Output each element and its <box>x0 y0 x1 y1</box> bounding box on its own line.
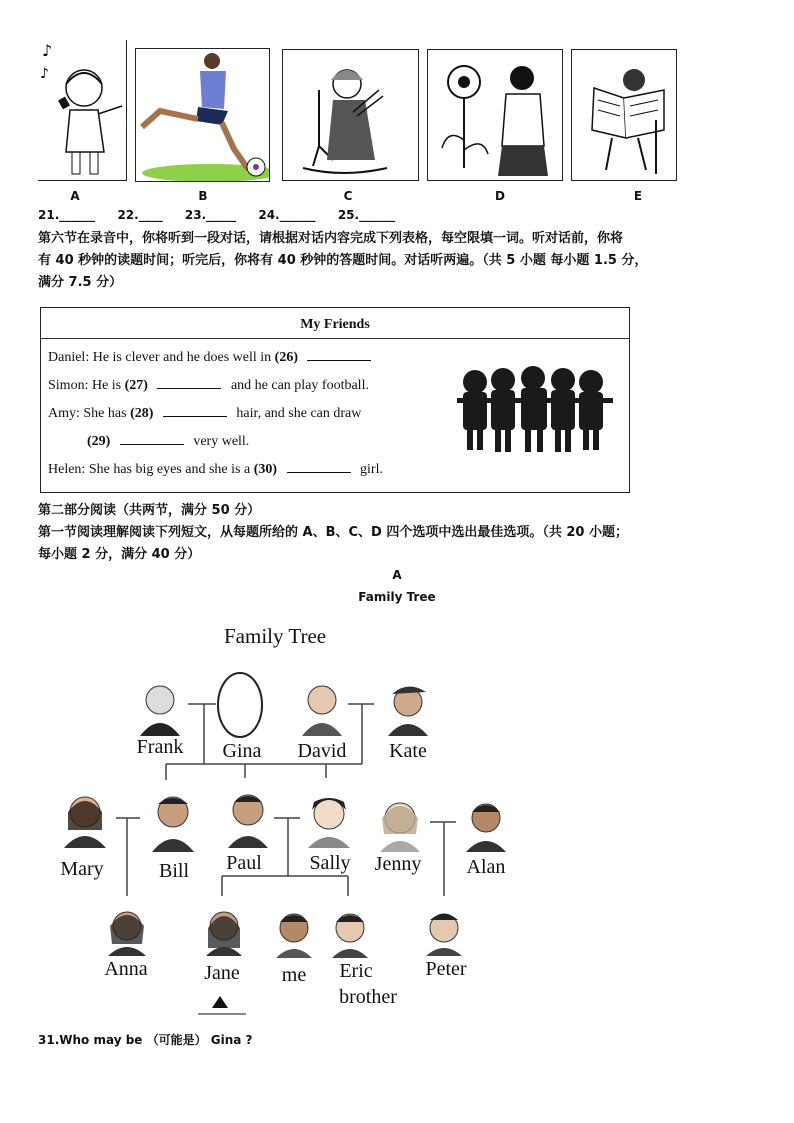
bill-avatar <box>148 790 198 852</box>
frank-avatar <box>136 680 184 736</box>
girl-singing-icon <box>38 40 126 180</box>
answer-blank-24[interactable]: 24.______ <box>258 208 316 222</box>
friends-line-28 <box>48 404 361 422</box>
name-jane: Jane <box>204 962 240 984</box>
answer-blank-29[interactable] <box>120 432 184 445</box>
picture-c <box>282 49 419 181</box>
name-eric-brother: brother <box>339 986 397 1008</box>
me-avatar <box>270 906 318 958</box>
name-eric: Eric <box>339 960 373 982</box>
part2-line2: 每小题 2 分，满分 40 分） <box>38 547 201 562</box>
answer-blank-28[interactable] <box>163 404 227 417</box>
picture-e <box>571 49 677 181</box>
answer-blank-22[interactable]: 22.____ <box>117 208 163 222</box>
mary-avatar <box>60 790 110 848</box>
name-kate: Kate <box>389 740 427 762</box>
friends-line-30-post: girl. <box>360 462 383 477</box>
name-david: David <box>297 740 347 762</box>
group-of-friends-icon <box>457 360 613 456</box>
friends-line-30 <box>48 460 383 478</box>
eric-avatar <box>326 906 374 958</box>
name-me: me <box>281 964 307 986</box>
man-reading-newspaper-icon <box>572 50 676 180</box>
name-sally: Sally <box>309 852 351 874</box>
picture-a <box>38 40 127 181</box>
name-bill: Bill <box>158 860 189 882</box>
picture-d <box>427 49 563 181</box>
answer-blank-30[interactable] <box>287 460 351 473</box>
part2-instructions <box>38 500 760 566</box>
picture-label-d: D <box>495 189 505 203</box>
svg-text:♪: ♪ <box>42 41 53 60</box>
name-alan: Alan <box>466 856 506 878</box>
picture-label-b: B <box>198 189 208 203</box>
question-number-26: (26) <box>274 350 298 365</box>
peter-avatar <box>420 906 468 956</box>
section6-line1: 第六节在录音中，你将听到一段对话，请根据对话内容完成下列表格，每空限填一词。听对话前，你将 <box>38 231 624 246</box>
section6-line3: 满分 7.5 分） <box>38 275 123 290</box>
friends-line-28-post: hair, and she can draw <box>236 406 362 421</box>
friends-line-27 <box>48 376 369 394</box>
picture-label-c: C <box>343 189 353 203</box>
friends-line-28-text: Amy: She has <box>48 406 127 421</box>
friends-line-27-text: Simon: He is <box>48 378 122 393</box>
question-31: 31.Who may be （可能是） Gina ? <box>38 1033 253 1047</box>
name-mary: Mary <box>60 858 104 880</box>
my-friends-title: My Friends <box>41 308 629 339</box>
picture-label-a: A <box>70 189 80 203</box>
friends-line-29 <box>87 432 249 450</box>
question-number-27: (27) <box>124 378 148 393</box>
section6-instructions <box>38 228 760 294</box>
picture-label-e: E <box>633 189 643 203</box>
friends-line-26 <box>48 348 377 366</box>
section6-line2: 有 40 秒钟的读题时间；听完后，你将有 40 秒钟的答题时间。对话听两遍。（共 5 小题 每小题 1.5 分， <box>38 253 648 268</box>
passage-title: Family Tree <box>358 590 436 604</box>
anna-avatar <box>102 902 152 956</box>
answer-blank-25[interactable]: 25.______ <box>337 208 396 222</box>
answer-blank-26[interactable] <box>307 348 371 361</box>
alan-avatar <box>462 796 510 852</box>
boy-playing-football-icon <box>136 49 269 181</box>
name-anna: Anna <box>104 958 148 980</box>
name-gina: Gina <box>222 740 262 762</box>
passage-letter: A <box>392 568 402 582</box>
grandma-knitting-icon <box>283 50 418 180</box>
david-avatar <box>298 680 346 736</box>
kate-avatar <box>384 680 432 736</box>
answer-blank-21[interactable]: 21.______ <box>38 208 96 222</box>
answer-blanks-21-25 <box>38 208 413 222</box>
name-paul: Paul <box>226 852 262 874</box>
question-number-28: (28) <box>130 406 154 421</box>
svg-text:♪: ♪ <box>40 66 49 82</box>
picture-b <box>135 48 270 182</box>
family-tree-figure-title: Family Tree <box>224 624 327 648</box>
jenny-avatar <box>376 796 424 852</box>
question-number-30: (30) <box>253 462 278 477</box>
friends-line-26-text: Daniel: He is clever and he does well in <box>48 350 272 365</box>
name-frank: Frank <box>136 736 184 758</box>
part2-heading: 第二部分阅读（共两节，满分 50 分） <box>38 503 261 518</box>
friends-line-27-post: and he can play football. <box>230 378 369 393</box>
name-jenny: Jenny <box>374 853 422 875</box>
friends-line-30-text: Helen: She has big eyes and she is a <box>48 462 251 477</box>
jane-avatar <box>200 902 248 956</box>
answer-blank-23[interactable]: 23._____ <box>184 208 237 222</box>
answer-blank-27[interactable] <box>157 376 221 389</box>
my-friends-table <box>40 307 630 493</box>
name-peter: Peter <box>425 958 467 980</box>
girl-with-flower-icon <box>428 50 562 180</box>
question-number-29: (29) <box>87 434 111 449</box>
paul-avatar <box>224 788 272 848</box>
friends-line-29-post: very well. <box>193 434 250 449</box>
sally-avatar <box>304 790 354 848</box>
part2-line1: 第一节阅读理解阅读下列短文，从每题所给的 A、B、C、D 四个选项中选出最佳选项。（共 20 小题； <box>38 525 628 540</box>
